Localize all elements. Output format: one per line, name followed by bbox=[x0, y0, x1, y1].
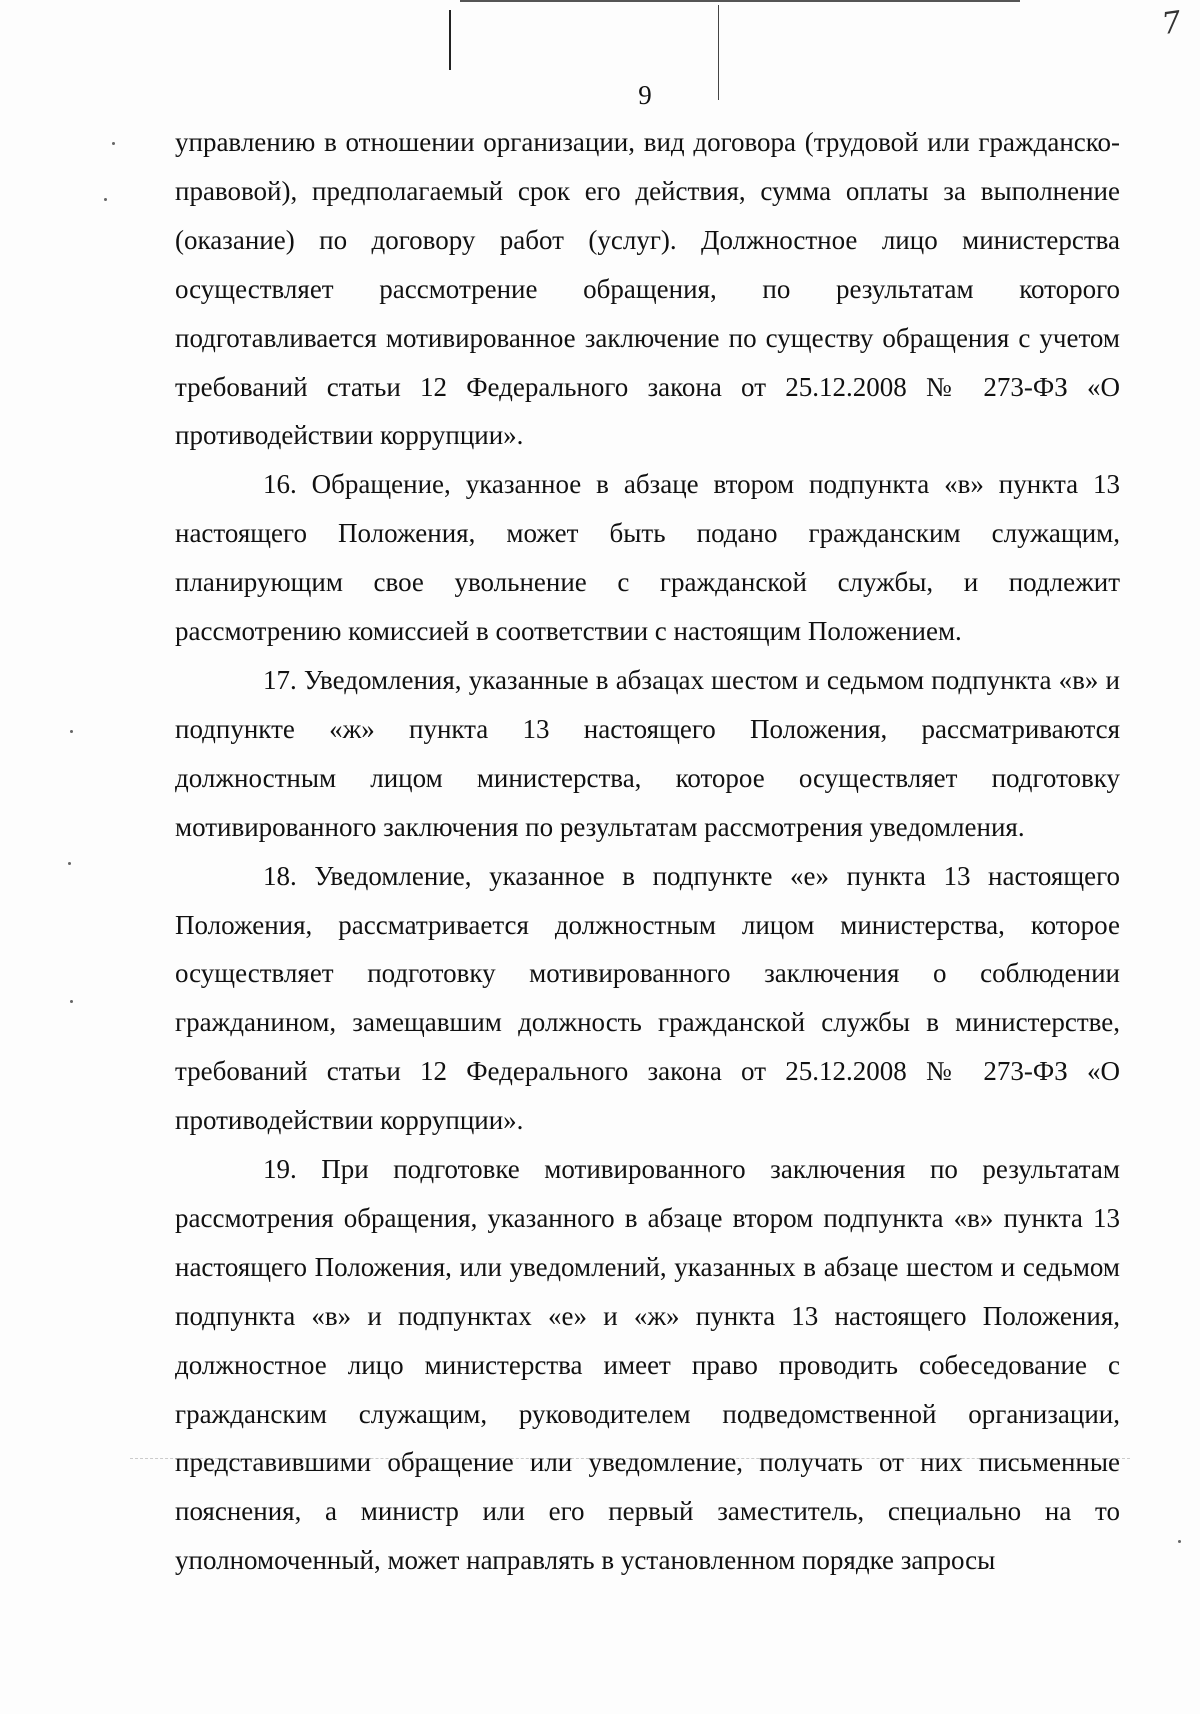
scan-artifact-top-line bbox=[460, 0, 1020, 2]
scan-speck bbox=[70, 1000, 73, 1003]
scan-speck bbox=[112, 142, 115, 145]
paragraph-19: 19. При подготовке мотивированного заключения по результатам рассмотрения обращения, указанного в абзаце втором подпункта «в» пункта 13 настоящего Положения, или уведомлений, указанных в абзаце шестом и седьмом подпункта «в» и подпунктах «е» и «ж» пункта 13 настоящего Положения, должностное лицо министерства имеет право проводить собеседование с гражданским служащим, руководителем подведомственной организации, представившими обращение или уведомление, получать от них письменные пояснения, а министр или его первый заместитель, специально на то уполномоченный, может направлять в установленном порядке запросы bbox=[175, 1154, 1120, 1576]
paragraph-17: 17. Уведомления, указанные в абзацах шестом и седьмом подпункта «в» и подпункте «ж» пункта 13 настоящего Положения, рассматриваются должностным лицом министерства, которое осуществляет подготовку мотивированного заключения по результатам рассмотрения уведомления. bbox=[175, 664, 1120, 842]
document-body bbox=[175, 118, 1120, 1585]
page-number: 9 bbox=[638, 80, 652, 110]
scan-speck bbox=[68, 862, 71, 865]
scan-speck bbox=[1178, 1540, 1181, 1543]
paragraph-16: 16. Обращение, указанное в абзаце втором подпункта «в» пункта 13 настоящего Положения, может быть подано гражданским служащим, планирующим свое увольнение с гражданской службы, и подлежит рассмотрению комиссией в соответствии с настоящим Положением. bbox=[175, 469, 1120, 647]
paragraph-18: 18. Уведомление, указанное в подпункте «е» пункта 13 настоящего Положения, рассматривается должностным лицом министерства, которое осуществляет подготовку мотивированного заключения о соблюдении гражданином, замещавшим должность гражданской службы в министерстве, требований статьи 12 Федерального закона от 25.12.2008 № 273-ФЗ «О противодействии коррупции». bbox=[175, 860, 1120, 1136]
scan-speck bbox=[70, 730, 73, 733]
handwritten-page-mark: 7 bbox=[1159, 4, 1184, 43]
scan-fold-line bbox=[130, 1458, 1130, 1460]
paragraph-15-continued: управлению в отношении организации, вид договора (трудовой или гражданско-правовой), предполагаемый срок его действия, сумма оплаты за выполнение (оказание) по договору работ (услуг). Должностное лицо министерства осуществляет рассмотрение обращения, по результатам которого подготавливается мотивированное заключение по существу обращения с учетом требований статьи 12 Федерального закона от 25.12.2008 № 273-ФЗ «О противодействии коррупции». bbox=[175, 127, 1120, 451]
scan-artifact-vertical-line bbox=[449, 10, 451, 70]
scan-speck bbox=[104, 198, 107, 201]
